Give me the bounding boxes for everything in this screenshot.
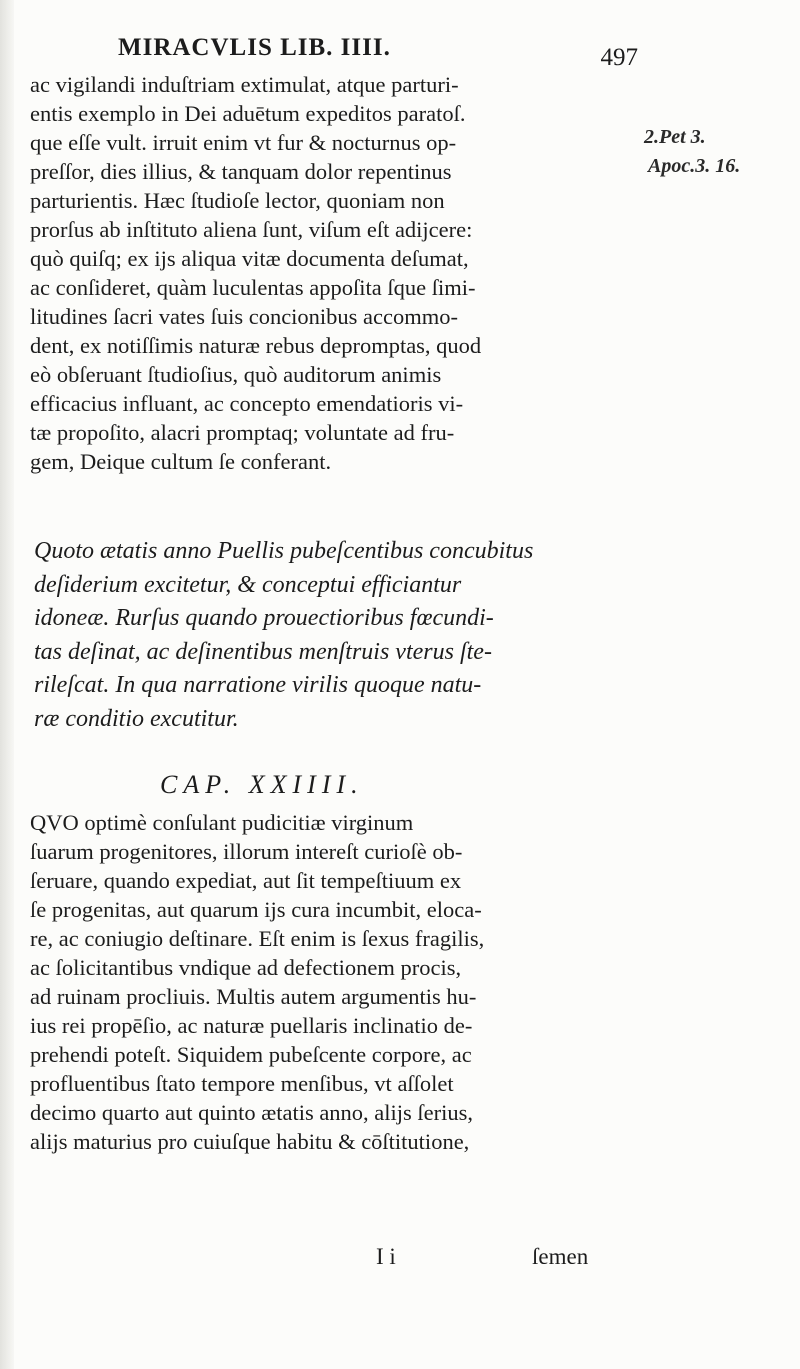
text-line: ac vigilandi induſtriam extimulat, atque parturi- <box>30 72 459 97</box>
text-line: ac ſolicitantibus vndique ad defectionem procis, <box>30 955 462 980</box>
margin-note-reference: 2.Pet 3. <box>644 126 706 148</box>
text-line: prehendi poteſt. Siquidem pubeſcente corpore, ac <box>30 1042 472 1067</box>
paragraph-1 <box>30 70 630 476</box>
text-line: ſe progenitas, aut quarum ijs cura incumbit, eloca- <box>30 897 482 922</box>
text-line: ius rei propēſio, ac naturæ puellaris inclinatio de- <box>30 1013 473 1038</box>
page-number: 497 <box>600 44 638 71</box>
text-line: QVO optimè conſulant pudicitiæ virginum <box>30 810 414 835</box>
page-footer <box>30 1244 630 1274</box>
text-line: eò obſeruant ſtudioſius, quò auditorum animis <box>30 362 442 387</box>
text-line: re, ac coniugio deſtinare. Eſt enim is ſexus fragilis, <box>30 926 485 951</box>
text-line: prorſus ab inſtituto aliena ſunt, viſum eſt adijcere: <box>30 217 473 242</box>
summary-line: ræ conditio excutitur. <box>34 705 239 732</box>
summary-line: idoneæ. Rurſus quando prouectioribus fœcundi- <box>34 605 494 631</box>
chapter-heading: CAP. XXIIII. <box>160 770 364 799</box>
chapter-summary <box>30 535 630 736</box>
summary-line: tas deſinat, ac deſinentibus menſtruis vterus ſte- <box>34 638 492 665</box>
text-line: tæ propoſito, alacri promptaq; voluntate ad fru- <box>30 420 455 445</box>
text-line: quò quiſq; ex ijs aliqua vitæ documenta deſumat, <box>30 246 469 271</box>
page-gutter <box>0 0 14 1369</box>
text-line: dent, ex notiſſimis naturæ rebus depromptas, quod <box>30 333 482 358</box>
margin-note-reference: Apoc.3. 16. <box>648 155 741 177</box>
text-line: decimo quarto aut quinto ætatis anno, alijs ſerius, <box>30 1100 474 1125</box>
summary-line: Quoto ætatis anno Puellis pubeſcentibus concubitus <box>34 538 534 564</box>
text-line: profluentibus ſtato tempore menſibus, vt aſſolet <box>30 1071 454 1096</box>
signature-mark: I i <box>376 1244 396 1269</box>
text-line: gem, Deique cultum ſe conferant. <box>30 449 332 474</box>
text-line: ſeruare, quando expediat, aut ſit tempeſtiuum ex <box>30 868 462 893</box>
running-title: MIRACVLIS LIB. IIII. <box>118 34 391 61</box>
text-line: efficacius influant, ac concepto emendatioris vi- <box>30 391 464 416</box>
text-line: ac conſideret, quàm luculentas appoſita ſque ſimi- <box>30 275 476 300</box>
text-line: parturientis. Hæc ſtudioſe lector, quoniam non <box>30 188 445 213</box>
text-line: entis exemplo in Dei aduētum expeditos paratoſ. <box>30 101 466 126</box>
text-line: preſſor, dies illius, & tanquam dolor repentinus <box>30 159 452 184</box>
text-line: alijs maturius pro cuiuſque habitu & cōſtitutione, <box>30 1129 470 1154</box>
page-header <box>118 34 638 70</box>
catchword: ſemen <box>532 1244 589 1269</box>
text-line: ad ruinam procliuis. Multis autem argumentis hu- <box>30 984 477 1009</box>
summary-line: deſiderium excitetur, & conceptui efficiantur <box>34 571 462 598</box>
text-line: que eſſe vult. irruit enim vt fur & nocturnus op- <box>30 130 457 155</box>
text-line: ſuarum progenitores, illorum intereſt curioſè ob- <box>30 839 463 864</box>
paragraph-3 <box>30 808 630 1156</box>
summary-line: rileſcat. In qua narratione virilis quoque natu- <box>34 672 482 698</box>
text-line: litudines ſacri vates ſuis concionibus accommo- <box>30 304 459 329</box>
